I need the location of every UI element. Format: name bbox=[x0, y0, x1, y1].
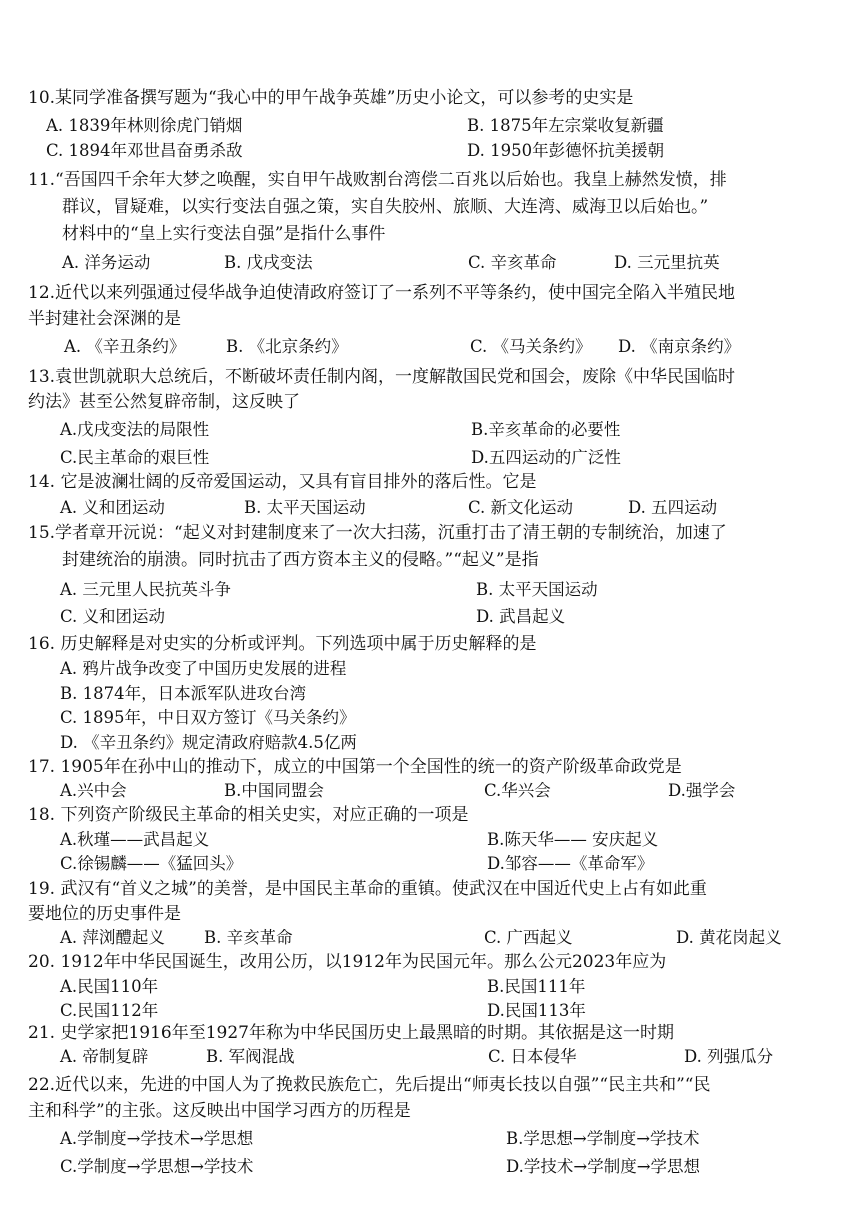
question-18-stem bbox=[0, 803, 867, 827]
question-15-option-a[interactable]: A. 三元里人民抗英斗争 bbox=[60, 580, 231, 599]
question-15-stem-line-2: 封建统治的崩溃。同时抗击了西方资本主义的侵略。”“起义”是指 bbox=[62, 550, 539, 570]
question-16-option-c[interactable]: C. 1895年，中日双方签订《马关条约》 bbox=[60, 708, 356, 727]
question-10-stem-line-1: 10.某同学准备撰写题为“我心中的甲午战争英雄”历史小论文，可以参考的史实是 bbox=[28, 88, 634, 108]
question-18-option-a[interactable]: A.秋瑾——武昌起义 bbox=[60, 830, 210, 849]
question-22-option-c[interactable]: C.学制度→学思想→学技术 bbox=[60, 1157, 254, 1176]
question-10-option-c[interactable]: C. 1894年邓世昌奋勇杀敌 bbox=[46, 141, 243, 160]
question-20-option-a[interactable]: A.民国110年 bbox=[60, 977, 159, 996]
question-14-option-c[interactable]: C. 新文化运动 bbox=[468, 498, 574, 517]
question-19-stem-line-2: 要地位的历史事件是 bbox=[28, 904, 181, 924]
question-20-stem-line-1: 20. 1912年中华民国诞生，改用公历，以1912年为民国元年。那么公元2023年应为 bbox=[28, 952, 667, 972]
question-13-stem-line-1: 13.袁世凯就职大总统后，不断破坏责任制内阁，一度解散国民党和国会，废除《中华民国临时 bbox=[28, 367, 736, 387]
question-11-option-d[interactable]: D. 三元里抗英 bbox=[614, 253, 720, 272]
question-18-option-b[interactable]: B.陈天华—— 安庆起义 bbox=[487, 830, 659, 849]
question-22-options-row-2 bbox=[0, 1155, 867, 1179]
question-11-option-a[interactable]: A. 洋务运动 bbox=[62, 253, 151, 272]
question-19-options bbox=[0, 926, 867, 950]
question-17-option-b[interactable]: B.中国同盟会 bbox=[224, 781, 324, 800]
question-12-option-a[interactable]: A. 《辛丑条约》 bbox=[64, 337, 186, 356]
question-10-stem bbox=[0, 86, 867, 110]
question-16-stem-line-1: 16. 历史解释是对史实的分析或评判。下列选项中属于历史解释的是 bbox=[28, 634, 537, 654]
question-17-stem bbox=[0, 755, 867, 779]
question-11-stem-row-1 bbox=[0, 168, 867, 192]
question-20-option-d[interactable]: D.民国113年 bbox=[487, 1001, 586, 1020]
question-20-stem bbox=[0, 950, 867, 974]
question-21-option-d[interactable]: D. 列强瓜分 bbox=[684, 1047, 774, 1066]
question-16-option-row-b bbox=[0, 682, 867, 706]
question-15-option-c[interactable]: C. 义和团运动 bbox=[60, 607, 166, 626]
question-22-option-a[interactable]: A.学制度→学技术→学思想 bbox=[60, 1129, 254, 1148]
question-12-option-d[interactable]: D. 《南京条约》 bbox=[618, 337, 741, 356]
question-17-options bbox=[0, 779, 867, 803]
question-17-option-c[interactable]: C.华兴会 bbox=[484, 781, 551, 800]
question-16-stem bbox=[0, 632, 867, 656]
question-18-options-row-1 bbox=[0, 828, 867, 852]
question-13-stem-row-1 bbox=[0, 365, 867, 389]
question-12-option-c[interactable]: C. 《马关条约》 bbox=[470, 337, 592, 356]
question-11-stem-line-3: 材料中的“皇上实行变法自强”是指什么事件 bbox=[62, 224, 386, 244]
question-20-option-b[interactable]: B.民国111年 bbox=[487, 977, 586, 996]
question-17-stem-line-1: 17. 1905年在孙中山的推动下，成立的中国第一个全国性的统一的资产阶级革命政党是 bbox=[28, 757, 682, 777]
question-19-option-c[interactable]: C. 广西起义 bbox=[484, 928, 573, 947]
question-15-stem-row-1 bbox=[0, 521, 867, 545]
question-17-option-d[interactable]: D.强学会 bbox=[668, 781, 736, 800]
question-15-stem-row-2 bbox=[0, 548, 867, 572]
question-19-stem-row-1 bbox=[0, 877, 867, 901]
question-10-option-a[interactable]: A. 1839年林则徐虎门销烟 bbox=[46, 116, 243, 135]
question-19-stem-line-1: 19. 武汉有“首义之城”的美誉，是中国民主革命的重镇。使武汉在中国近代史上占有如此重 bbox=[28, 879, 707, 899]
question-16-option-a[interactable]: A. 鸦片战争改变了中国历史发展的进程 bbox=[60, 659, 347, 678]
question-21-stem bbox=[0, 1021, 867, 1045]
question-21-option-b[interactable]: B. 军阀混战 bbox=[206, 1047, 295, 1066]
question-18-option-c[interactable]: C.徐锡麟——《猛回头》 bbox=[60, 854, 243, 873]
question-14-stem bbox=[0, 470, 867, 494]
question-15-option-d[interactable]: D. 武昌起义 bbox=[476, 607, 566, 626]
question-11-stem-line-1: 11.“吾国四千余年大梦之唤醒，实自甲午战败割台湾偿二百兆以后始也。我皇上赫然发愤，排 bbox=[28, 170, 727, 190]
question-22-options-row-1 bbox=[0, 1127, 867, 1151]
question-12-stem-line-2: 半封建社会深渊的是 bbox=[28, 309, 181, 329]
question-11-stem-row-3 bbox=[0, 222, 867, 246]
question-14-option-d[interactable]: D. 五四运动 bbox=[628, 498, 718, 517]
question-12-option-b[interactable]: B. 《北京条约》 bbox=[226, 337, 348, 356]
question-13-stem-row-2 bbox=[0, 390, 867, 414]
question-13-stem-line-2: 约法》甚至公然复辟帝制，这反映了 bbox=[28, 392, 300, 412]
question-16-option-d[interactable]: D. 《辛丑条约》规定清政府赔款4.5亿两 bbox=[60, 733, 357, 752]
question-22-stem-row-2 bbox=[0, 1099, 867, 1123]
question-20-options-row-2 bbox=[0, 999, 867, 1023]
question-14-stem-line-1: 14. 它是波澜壮阔的反帝爱国运动，又具有盲目排外的落后性。它是 bbox=[28, 472, 537, 492]
question-21-option-c[interactable]: C. 日本侵华 bbox=[488, 1047, 577, 1066]
question-12-options bbox=[0, 335, 867, 359]
question-19-option-b[interactable]: B. 辛亥革命 bbox=[204, 928, 293, 947]
question-22-option-d[interactable]: D.学技术→学制度→学思想 bbox=[506, 1157, 701, 1176]
question-20-option-c[interactable]: C.民国112年 bbox=[60, 1001, 159, 1020]
question-10-options-row-1 bbox=[0, 114, 867, 138]
question-13-option-b[interactable]: B.辛亥革命的必要性 bbox=[471, 420, 621, 439]
question-16-option-row-c bbox=[0, 706, 867, 730]
question-10-options-row-2 bbox=[0, 139, 867, 163]
question-19-stem-row-2 bbox=[0, 902, 867, 926]
question-20-options-row-1 bbox=[0, 975, 867, 999]
question-10-option-b[interactable]: B. 1875年左宗棠收复新疆 bbox=[467, 116, 664, 135]
question-13-option-d[interactable]: D.五四运动的广泛性 bbox=[471, 448, 621, 467]
question-16-option-row-a bbox=[0, 657, 867, 681]
question-13-options-row-1 bbox=[0, 418, 867, 442]
question-11-stem-line-2: 群议，冒疑难，以实行变法自强之策，实自失胶州、旅顺、大连湾、威海卫以后始也。” bbox=[62, 197, 709, 217]
question-11-option-c[interactable]: C. 辛亥革命 bbox=[468, 253, 557, 272]
question-11-stem-row-2 bbox=[0, 195, 867, 219]
question-12-stem-row-1 bbox=[0, 281, 867, 305]
question-16-option-b[interactable]: B. 1874年，日本派军队进攻台湾 bbox=[60, 684, 307, 703]
question-18-stem-line-1: 18. 下列资产阶级民主革命的相关史实，对应正确的一项是 bbox=[28, 805, 469, 825]
question-22-stem-line-1: 22.近代以来，先进的中国人为了挽救民族危亡，先后提出“师夷长技以自强”“民主共和”“民 bbox=[28, 1075, 711, 1095]
question-12-stem-row-2 bbox=[0, 307, 867, 331]
question-21-stem-line-1: 21. 史学家把1916年至1927年称为中华民国历史上最黑暗的时期。其依据是这一时期 bbox=[28, 1023, 674, 1043]
question-14-options bbox=[0, 496, 867, 520]
question-15-options-row-2 bbox=[0, 605, 867, 629]
question-11-options bbox=[0, 251, 867, 275]
question-18-option-d[interactable]: D.邹容——《革命军》 bbox=[487, 854, 654, 873]
question-22-option-b[interactable]: B.学思想→学制度→学技术 bbox=[506, 1129, 700, 1148]
question-13-option-c[interactable]: C.民主革命的艰巨性 bbox=[60, 448, 210, 467]
question-11-option-b[interactable]: B. 戊戌变法 bbox=[224, 253, 313, 272]
question-15-stem-line-1: 15.学者章开沅说：“起义对封建制度来了一次大扫荡，沉重打击了清王朝的专制统治，加速了 bbox=[28, 523, 727, 543]
question-17-option-a[interactable]: A.兴中会 bbox=[60, 781, 127, 800]
question-16-option-row-d bbox=[0, 731, 867, 755]
question-15-option-b[interactable]: B. 太平天国运动 bbox=[476, 580, 598, 599]
question-19-option-a[interactable]: A. 萍浏醴起义 bbox=[60, 928, 165, 947]
question-13-options-row-2 bbox=[0, 446, 867, 470]
question-21-options bbox=[0, 1045, 867, 1069]
question-18-options-row-2 bbox=[0, 852, 867, 876]
question-22-stem-line-2: 主和科学”的主张。这反映出中国学习西方的历程是 bbox=[28, 1101, 411, 1121]
question-19-option-d[interactable]: D. 黄花岗起义 bbox=[676, 928, 782, 947]
question-15-options-row-1 bbox=[0, 578, 867, 602]
question-21-option-a[interactable]: A. 帝制复辟 bbox=[60, 1047, 149, 1066]
question-12-stem-line-1: 12.近代以来列强通过侵华战争迫使清政府签订了一系列不平等条约，使中国完全陷入半殖民地 bbox=[28, 283, 736, 303]
question-14-option-b[interactable]: B. 太平天国运动 bbox=[244, 498, 366, 517]
question-14-option-a[interactable]: A. 义和团运动 bbox=[60, 498, 165, 517]
question-10-option-d[interactable]: D. 1950年彭德怀抗美援朝 bbox=[467, 141, 665, 160]
question-22-stem-row-1 bbox=[0, 1073, 867, 1097]
question-13-option-a[interactable]: A.戊戌变法的局限性 bbox=[60, 420, 210, 439]
